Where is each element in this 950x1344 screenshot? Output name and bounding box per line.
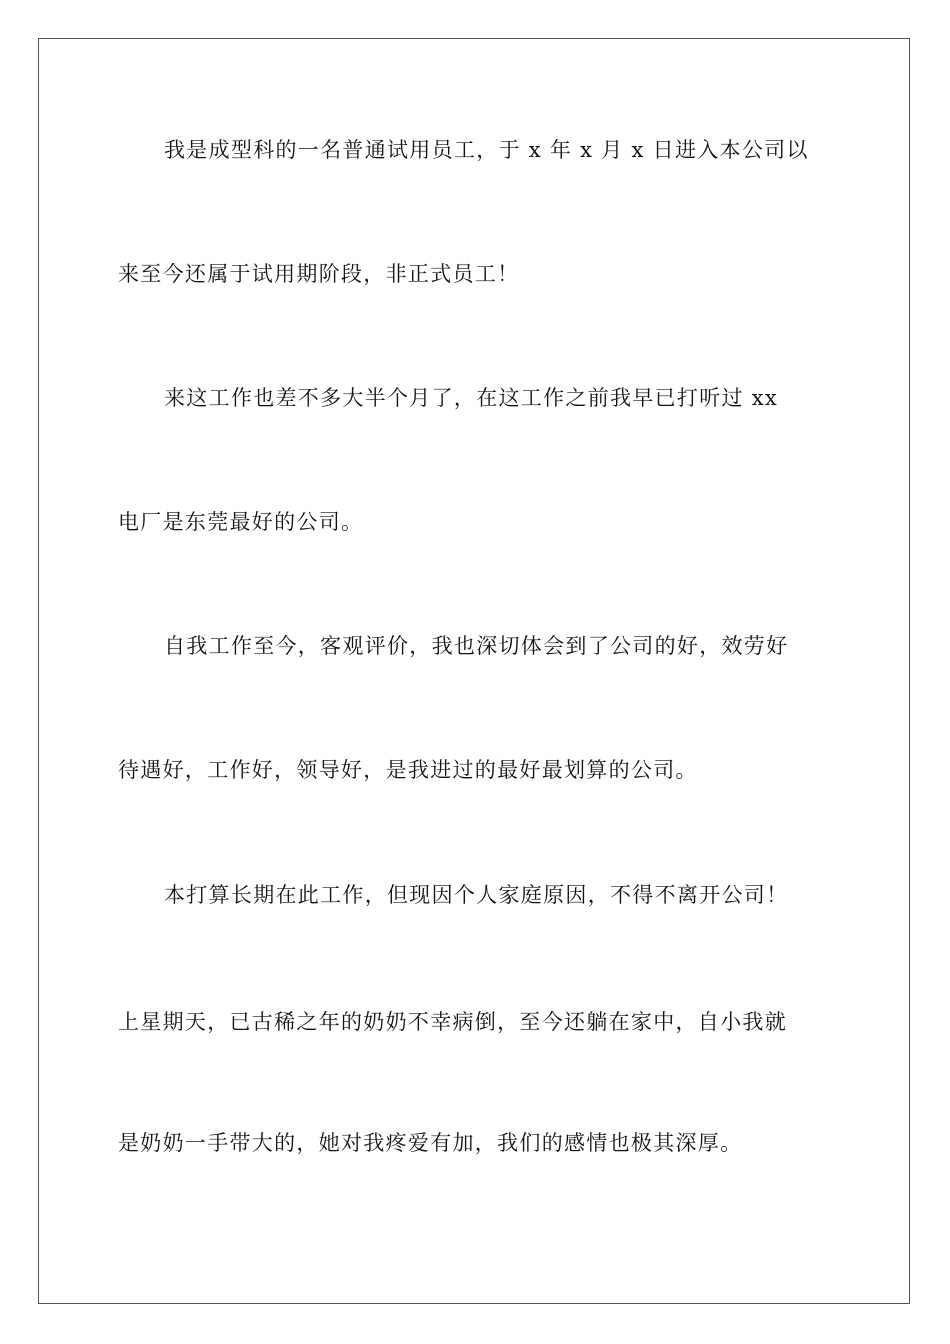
- text-line-9: 是奶奶一手带大的，她对我疼爱有加，我们的感情也极其深厚。: [118, 1131, 743, 1155]
- text-line-8: 上星期天，已古稀之年的奶奶不幸病倒，至今还躺在家中，自小我就: [118, 1010, 787, 1034]
- text-line-1: 我是成型科的一名普通试用员工，于 x 年 x 月 x 日进入本公司以: [164, 138, 809, 162]
- text-line-3: 来这工作也差不多大半个月了，在这工作之前我早已打听过 xx: [164, 386, 779, 410]
- text-line-6: 待遇好，工作好，领导好，是我进过的最好最划算的公司。: [118, 758, 698, 782]
- text-line-5: 自我工作至今，客观评价，我也深切体会到了公司的好，效劳好: [164, 634, 789, 658]
- page-border: [38, 38, 910, 1304]
- text-line-4: 电厂是东莞最好的公司。: [118, 510, 364, 534]
- text-line-7: 本打算长期在此工作，但现因个人家庭原因，不得不离开公司！: [164, 883, 789, 907]
- text-line-2: 来至今还属于试用期阶段，非正式员工！: [118, 262, 520, 286]
